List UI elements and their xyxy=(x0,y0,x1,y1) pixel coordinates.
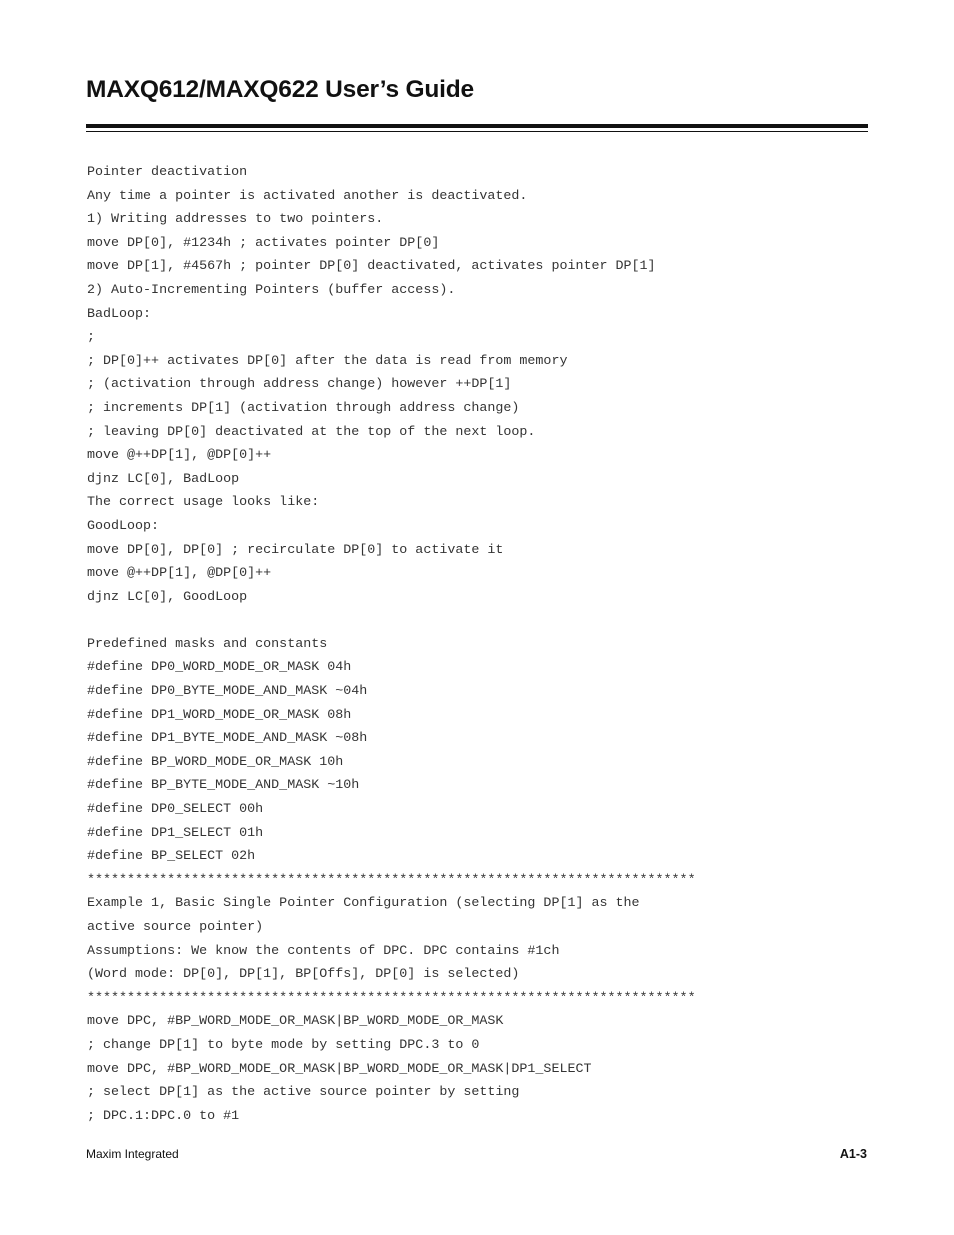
code-line: #define DP1_BYTE_MODE_AND_MASK ~08h xyxy=(87,731,368,747)
code-line: move DP[0], #1234h ; activates pointer DP[0] xyxy=(87,235,440,251)
code-line: #define DP0_WORD_MODE_OR_MASK 04h xyxy=(87,660,352,676)
code-line: #define DP1_WORD_MODE_OR_MASK 08h xyxy=(87,707,352,723)
code-line: djnz LC[0], BadLoop xyxy=(87,471,240,487)
code-line: move DP[0], DP[0] ; recirculate DP[0] to activate it xyxy=(87,542,504,558)
code-line: move @++DP[1], @DP[0]++ xyxy=(87,566,272,582)
code-line: Example 1, Basic Single Pointer Configuration (selecting DP[1] as the xyxy=(87,896,640,912)
code-line: BadLoop: xyxy=(87,306,152,322)
code-line: #define DP0_SELECT 00h xyxy=(87,802,264,818)
code-line: 2) Auto-Incrementing Pointers (buffer access). xyxy=(87,282,456,298)
code-line: djnz LC[0], GoodLoop xyxy=(87,589,248,605)
code-line: move DP[1], #4567h ; pointer DP[0] deactivated, activates pointer DP[1] xyxy=(87,259,656,275)
code-line xyxy=(87,609,867,633)
code-line: ; DPC.1:DPC.0 to #1 xyxy=(87,1108,240,1124)
code-line: #define BP_SELECT 02h xyxy=(87,849,256,865)
code-line: ; DP[0]++ activates DP[0] after the data is read from memory xyxy=(87,353,568,369)
code-line: 1) Writing addresses to two pointers. xyxy=(87,212,384,228)
code-line: #define DP1_SELECT 01h xyxy=(87,825,264,841)
code-line: ; xyxy=(87,330,96,346)
code-line: #define BP_BYTE_MODE_AND_MASK ~10h xyxy=(87,778,360,794)
code-line: The correct usage looks like: xyxy=(87,495,320,511)
code-line: ; select DP[1] as the active source pointer by setting xyxy=(87,1085,520,1101)
code-line: ; leaving DP[0] deactivated at the top of the next loop. xyxy=(87,424,536,440)
code-line: ; increments DP[1] (activation through address change) xyxy=(87,400,520,416)
code-line: Pointer deactivation xyxy=(87,165,248,180)
footer-page-number: A1-3 xyxy=(839,1147,867,1161)
code-line: active source pointer) xyxy=(87,920,264,935)
code-line: **************************************************************************** xyxy=(87,872,696,888)
code-line: #define DP0_BYTE_MODE_AND_MASK ~04h xyxy=(87,684,368,700)
code-line: move DPC, #BP_WORD_MODE_OR_MASK|BP_WORD_MODE_OR_MASK|DP1_SELECT xyxy=(87,1061,592,1077)
code-line: Predefined masks and constants xyxy=(87,636,328,652)
code-line: ; (activation through address change) however ++DP[1] xyxy=(87,377,512,393)
footer-company: Maxim Integrated xyxy=(86,1147,179,1161)
code-line: #define BP_WORD_MODE_OR_MASK 10h xyxy=(87,754,344,770)
header-rule-thick xyxy=(86,124,868,128)
code-line: ; change DP[1] to byte mode by setting DPC.3 to 0 xyxy=(87,1037,480,1053)
code-line: **************************************************************************** xyxy=(87,990,696,1006)
code-line: Assumptions: We know the contents of DPC. DPC contains #1ch xyxy=(87,943,560,959)
code-line: (Word mode: DP[0], DP[1], BP[Offs], DP[0] is selected) xyxy=(87,967,520,983)
code-line: GoodLoop: xyxy=(87,518,160,534)
code-line: move @++DP[1], @DP[0]++ xyxy=(87,448,272,464)
header-rule-thin xyxy=(86,131,868,132)
code-line: move DPC, #BP_WORD_MODE_OR_MASK|BP_WORD_MODE_OR_MASK xyxy=(87,1014,504,1030)
page-title: MAXQ612/MAXQ622 User’s Guide xyxy=(86,76,474,103)
code-listing xyxy=(87,161,867,1128)
code-line: Any time a pointer is activated another is deactivated. xyxy=(87,188,528,204)
